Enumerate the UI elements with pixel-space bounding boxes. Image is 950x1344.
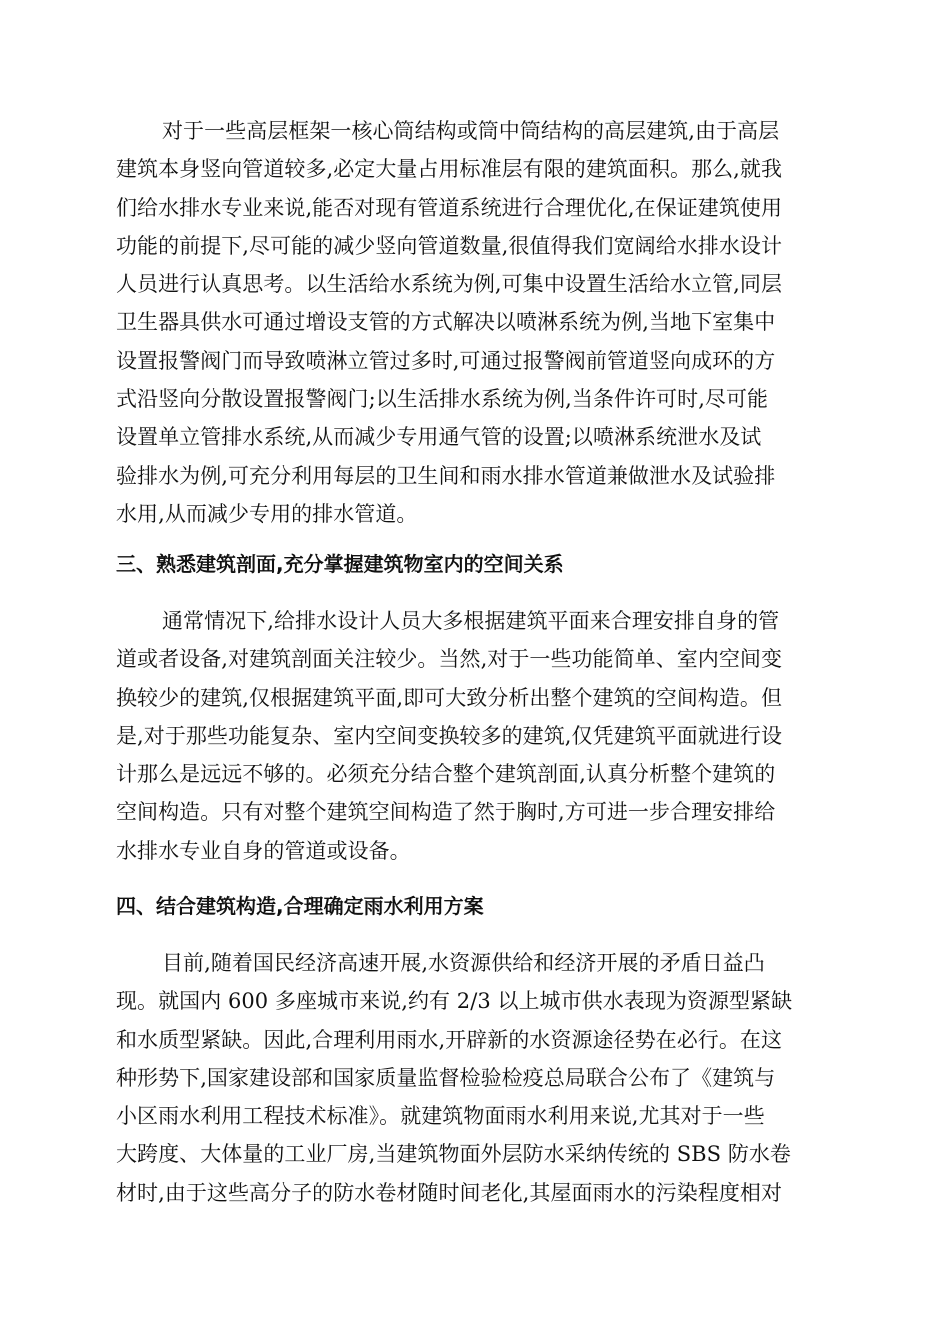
paragraph-line: 目前,随着国民经济高速开展,水资源供给和经济开展的矛盾日益凸 (162, 951, 765, 975)
paragraph-line: 材时,由于这些高分子的防水卷材随时间老化,其屋面雨水的污染程度相对 (116, 1180, 782, 1205)
paragraph-line: 对于一些高层框架一核心筒结构或筒中筒结构的高层建筑,由于高层 (162, 119, 780, 143)
paragraph-line: 换较少的建筑,仅根据建筑平面,即可大致分析出整个建筑的空间构造。但 (116, 685, 782, 710)
paragraph-line: 功能的前提下,尽可能的减少竖向管道数量,很值得我们宽阔给水排水设计 (116, 233, 782, 258)
paragraph-line: 人员进行认真思考。以生活给水系统为例,可集中设置生活给水立管,同层 (116, 272, 782, 297)
paragraph-line: 是,对于那些功能复杂、室内空间变换较多的建筑,仅凭建筑平面就进行设 (116, 723, 782, 748)
paragraph-line: 种形势下,国家建设部和国家质量监督检验检疫总局联合公布了《建筑与 (116, 1065, 776, 1090)
paragraph-line: 空间构造。只有对整个建筑空间构造了然于胸时,方可进一步合理安排给 (116, 800, 776, 825)
paragraph-line: 现。就国内 600 多座城市来说,约有 2/3 以上城市供水表现为资源型紧缺 (116, 989, 793, 1014)
paragraph-line: 道或者设备,对建筑剖面关注较少。当然,对于一些功能简单、室内空间变 (116, 647, 782, 672)
paragraph-line: 计那么是远远不够的。必须充分结合整个建筑剖面,认真分析整个建筑的 (116, 762, 776, 787)
paragraph-line: 水排水专业自身的管道或设备。 (116, 838, 411, 863)
paragraph-line: 水用,从而减少专用的排水管道。 (116, 501, 418, 526)
paragraph-line: 们给水排水专业来说,能否对现有管道系统进行合理优化,在保证建筑使用 (116, 195, 782, 220)
paragraph-line: 式沿竖向分散设置报警阀门;以生活排水系统为例,当条件许可时,尽可能 (116, 387, 769, 412)
paragraph-line: 设置报警阀门而导致喷淋立管过多时,可通过报警阀前管道竖向成环的方 (116, 348, 776, 373)
paragraph-line: 通常情况下,给排水设计人员大多根据建筑平面来合理安排自身的管 (162, 609, 780, 633)
paragraph-line: 和水质型紧缺。因此,合理利用雨水,开辟新的水资源途径势在必行。在这 (116, 1027, 782, 1052)
paragraph-line: 小区雨水利用工程技术标准》。就建筑物面雨水利用来说,尤其对于一些 (116, 1104, 765, 1129)
paragraph-line: 设置单立管排水系统,从而减少专用通气管的设置;以喷淋系统泄水及试 (116, 425, 762, 450)
paragraph-pipe-optimization (116, 112, 836, 533)
section-heading-4: 四、结合建筑构造,合理确定雨水利用方案 (116, 894, 484, 918)
paragraph-line: 卫生器具供水可通过增设支管的方式解决以喷淋系统为例,当地下室集中 (116, 310, 776, 335)
paragraph-line: 大跨度、大体量的工业厂房,当建筑物面外层防水采纳传统的 SBS 防水卷 (116, 1142, 791, 1167)
paragraph-building-section (116, 602, 836, 870)
paragraph-line: 验排水为例,可充分利用每层的卫生间和雨水排水管道兼做泄水及试验排 (116, 463, 776, 488)
paragraph-rainwater-use (116, 944, 836, 1212)
paragraph-line: 建筑本身竖向管道较多,必定大量占用标准层有限的建筑面积。那么,就我 (116, 157, 782, 182)
section-heading-3: 三、熟悉建筑剖面,充分掌握建筑物室内的空间关系 (116, 552, 564, 576)
